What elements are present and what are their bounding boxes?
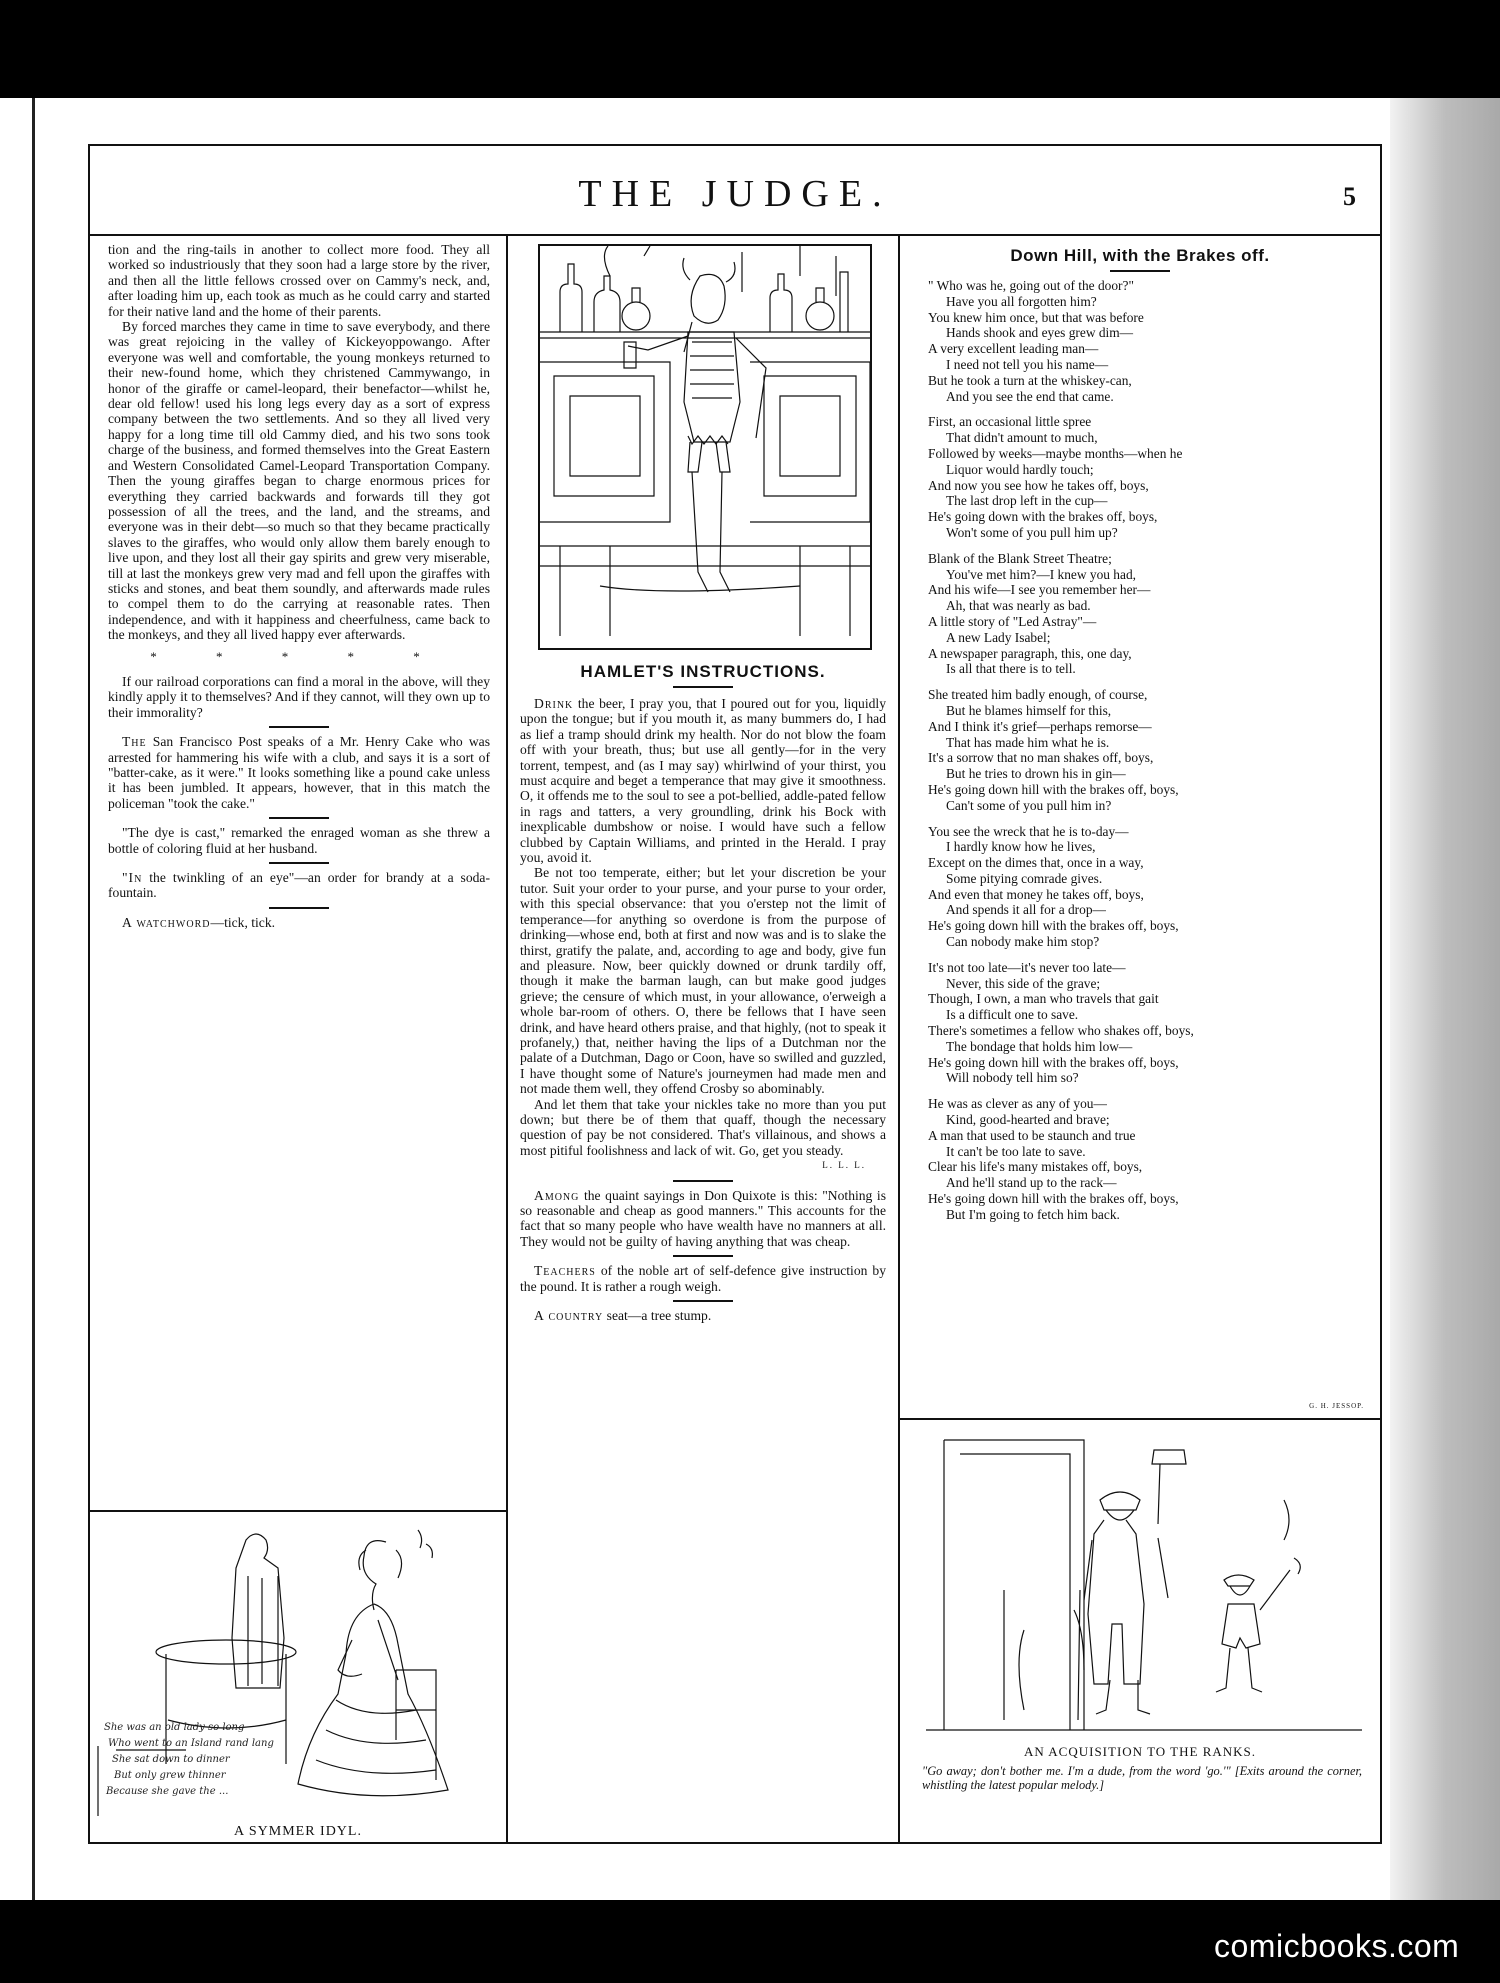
poem-line: Though, I own, a man who travels that gait	[928, 991, 1159, 1007]
watermark-brand: comicbooks.com	[1214, 1928, 1460, 1964]
poem-line: It can't be too late to save.	[946, 1143, 1086, 1159]
poem-line: But he tries to drown his in gin—	[946, 766, 1126, 782]
poem-line: Followed by weeks—maybe months—when he	[928, 445, 1183, 461]
hamlet-body-1: the beer, I pray you, that I poured out for you, liquidly upon the tongue; but if you mouth it, as many bummers do, I had as lief a tramp should drink my health. Nor do not blow the foam off with your breath, thus; but use all gently—for in the very torrent, tempest, and (as I may say) whirlwind of your thirst, you must acquire and beget a temperance that may give it smoothness. O, it offends me to the soul to see a pot-bellied, addle-pated fellow in rags and tatters, a very groundling, drink his Bock with inexplicable dumbshow or noise. I would have such a fellow clubbed by Captain Williams, and printed in the Herald. I pray you, avoid it.	[520, 696, 886, 866]
quixote-paragraph	[520, 1188, 886, 1250]
page-number: 5	[1343, 182, 1356, 211]
teachers-paragraph	[520, 1263, 886, 1294]
cake-body: San Francisco Post speaks of a Mr. Henry Cake who was arrested for hammering his wife with a club, and says it is a sort of "batter-cake, as it were." It looks something like a pound cake unless it has been jumbled. It appears, however, that in this match the policeman "took the cake."	[108, 734, 490, 811]
idyl-script-line: Because she gave the ...	[106, 1786, 229, 1797]
watchword-lead: A watchword	[122, 914, 211, 930]
hamlet-paragraph: Be not too temperate, either; but let your discretion be your tutor. Suit your order to your purse, and your purse to your order, with this special observance: that you o'erstep not the limit of temperance—for anything so overdone is from the purpose of drinking—whose end, both at first and now was and is to slake the thirst, gratify the palate, and, according to age and body, give fun and pleasure. Now, beer quickly downed or drunk tardily off, though it make the barman laugh, can but make good judges grieve; the censure of which must, in your allowance, o'erweigh a whole bar-room of others. O, there be fellows that I have seen drink, and have heard others praise, and that highly, (not to speak it profanely,) that, neither having the lips of a Dutchman nor the palate of a Dutchman, Dago or Coon, have so swilled and guzzled, I have thought some of Nature's journeymen had made men and not made them well, they offend Crosby so abominably.	[520, 865, 886, 1097]
poem-line: And you see the end that came.	[946, 388, 1114, 404]
moral-paragraph: If our railroad corporations can find a moral in the above, will they kindly apply it to themselves? And if they cannot, will they own up to their immorality?	[108, 673, 490, 720]
watchword-body: —tick, tick.	[210, 914, 276, 930]
poem-line: A new Lady Isabel;	[946, 629, 1051, 645]
divider	[1110, 270, 1170, 272]
dye-paragraph: "The dye is cast," remarked the enraged woman as she threw a bottle of coloring fluid at her husband.	[108, 825, 490, 856]
masthead	[90, 146, 1380, 236]
cartoon-subcaption: "Go away; don't bother me. I'm a dude, from the word 'go.'" [Exits around the corner, whistling the latest popular melody.]	[922, 1764, 1362, 1792]
divider	[90, 1510, 506, 1512]
poem-line: Have you all forgotten him?	[946, 293, 1097, 309]
poem-line: Will nobody tell him so?	[946, 1070, 1079, 1086]
poem-line: Ah, that was nearly as bad.	[946, 598, 1091, 614]
poem-stanza	[928, 414, 1378, 540]
quixote-body: the quaint sayings in Don Quixote is this: "Nothing is so reasonable and cheap as good manners." This accounts for the fact that so many people who have wealth have no manners at all. They would not be guilty of having anything that was cheap.	[520, 1187, 887, 1249]
poem-line: And even that money he takes off, boys,	[928, 886, 1144, 902]
poem-stanza	[928, 278, 1378, 404]
poem-title: Down Hill, with the Brakes off.	[1010, 246, 1270, 265]
poem-stanza	[928, 687, 1378, 813]
column-left	[90, 234, 508, 1842]
country-paragraph	[520, 1308, 886, 1323]
hamlet-signature: L. L. L.	[822, 1160, 866, 1171]
country-body: seat—a tree stump.	[606, 1308, 712, 1324]
poem-line: But he blames himself for this,	[946, 702, 1112, 718]
poem-line: A man that used to be staunch and true	[928, 1127, 1136, 1143]
hamlet-paragraph: And let them that take your nickles take no more than you put down; but there be of them that quaff, though the necessary question of pay be not considered. That's villainous, and shows a most pitiful foolishness and lack of wit. Go, get you steady.	[520, 1096, 886, 1158]
divider	[673, 1180, 733, 1182]
idyl-script-line: She sat down to dinner	[112, 1754, 230, 1765]
quixote-lead: Among	[534, 1187, 580, 1203]
poem-line: The bondage that holds him low—	[946, 1038, 1133, 1054]
poem-line: Hands shook and eyes grew dim—	[946, 325, 1134, 341]
divider	[673, 686, 733, 688]
divider	[673, 1255, 733, 1257]
poem-line: And his wife—I see you remember her—	[928, 582, 1151, 598]
country-lead: A country	[534, 1308, 604, 1324]
previous-page-edge	[0, 98, 35, 1900]
book-fore-edge	[1390, 98, 1500, 1900]
symmer-idyl-illustration	[96, 1520, 500, 1820]
divider	[269, 817, 329, 819]
divider	[269, 907, 329, 909]
poem-stanza	[928, 1096, 1378, 1222]
idyl-script-line: She was an old lady so long	[104, 1722, 245, 1733]
hamlet-paragraph	[520, 696, 886, 865]
poem-line: I hardly know how he lives,	[946, 839, 1096, 855]
poem-line: Blank of the Blank Street Theatre;	[928, 550, 1112, 566]
poem-line: He's going down hill with the brakes off, boys,	[928, 1191, 1179, 1207]
poem-line: " Who was he, going out of the door?"	[928, 278, 1134, 293]
watchword-paragraph	[108, 915, 490, 930]
poem-line: And spends it all for a drop—	[946, 902, 1106, 918]
poem-line: And he'll stand up to the rack—	[946, 1175, 1117, 1191]
column-middle	[508, 234, 900, 1842]
teachers-body: of the noble art of self-defence give instruction by the pound. It is rather a rough weigh.	[520, 1263, 886, 1294]
poem-line: First, an occasional little spree	[928, 414, 1092, 430]
poem-line: Never, this side of the grave;	[946, 975, 1101, 991]
acquisition-cartoon	[924, 1430, 1364, 1740]
cartoon-caption: AN ACQUISITION TO THE RANKS.	[1023, 1744, 1257, 1759]
poem-line: The last drop left in the cup—	[946, 493, 1108, 509]
poem-line: She treated him badly enough, of course,	[928, 687, 1148, 703]
poem-line: Except on the dimes that, once in a way,	[928, 855, 1144, 871]
hamlet-text	[520, 696, 886, 1323]
poem-line: I need not tell you his name—	[946, 356, 1109, 372]
poem-stanza	[928, 960, 1378, 1086]
column-left-text	[108, 242, 490, 930]
poem-line: Is all that there is to tell.	[946, 661, 1076, 677]
teachers-lead: Teachers	[534, 1263, 596, 1279]
section-break: * * * * *	[150, 648, 448, 664]
cartoon-drawing	[924, 1430, 1364, 1740]
poem-line: Can nobody make him stop?	[946, 934, 1100, 950]
twinkle-body: the twinkling of an eye"—an order for brandy at a soda-fountain.	[108, 870, 490, 901]
twinkle-lead: "In	[122, 870, 143, 886]
column-right	[900, 234, 1380, 1842]
poem-line: Liquor would hardly touch;	[946, 461, 1094, 477]
poem-line: That didn't amount to much,	[946, 430, 1098, 446]
poem-line: And I think it's grief—perhaps remorse—	[928, 718, 1152, 734]
poem-line: Clear his life's many mistakes off, boys,	[928, 1159, 1143, 1175]
poem-line: There's sometimes a fellow who shakes off, boys,	[928, 1023, 1194, 1039]
divider	[900, 1418, 1380, 1420]
poem-line: But he took a turn at the whiskey-can,	[928, 372, 1132, 388]
story-paragraph: tion and the ring-tails in another to collect more food. They all worked so industriously that they soon had a large store by the river, and then all the little fellows crossed over on Cammy's neck, and, after loading him up, each took as much as he could carry and started for their native land and the home of their parents.	[108, 242, 490, 319]
poem-line: He's going down hill with the brakes off, boys,	[928, 781, 1179, 797]
poem-line: You've met him?—I knew you had,	[946, 566, 1136, 582]
poem-line: Kind, good-hearted and brave;	[946, 1112, 1110, 1128]
masthead-title: THE JUDGE.	[578, 173, 892, 215]
newspaper-page	[88, 144, 1382, 1844]
hamlet-heading: HAMLET'S INSTRUCTIONS.	[580, 662, 826, 681]
hamlet-illustration	[538, 244, 872, 650]
poem-line: He's going down hill with the brakes off, boys,	[928, 1054, 1179, 1070]
poem-line: But I'm going to fetch him back.	[946, 1206, 1120, 1222]
poem-stanza	[928, 551, 1378, 677]
poem-line: And now you see how he takes off, boys,	[928, 477, 1149, 493]
poem-line: He's going down hill with the brakes off, boys,	[928, 918, 1179, 934]
poem-line: Is a difficult one to save.	[946, 1007, 1079, 1023]
illustration-drawing	[96, 1520, 500, 1820]
poem-line: Won't some of you pull him up?	[946, 524, 1118, 540]
divider	[673, 1300, 733, 1302]
idyl-script-line: Who went to an Island rand lang	[108, 1738, 274, 1749]
symmer-idyl-caption: A SYMMER IDYL.	[234, 1824, 362, 1839]
poem-line: A newspaper paragraph, this, one day,	[928, 645, 1132, 661]
poem-line: It's not too late—it's never too late—	[928, 959, 1126, 975]
divider	[269, 862, 329, 864]
poem-line: You knew him once, but that was before	[928, 309, 1144, 325]
poem-line: A very excellent leading man—	[928, 341, 1099, 357]
cake-paragraph	[108, 734, 490, 811]
poem-line: It's a sorrow that no man shakes off, boys,	[928, 750, 1154, 766]
poem-signature: G. H. JESSOP.	[1309, 1402, 1364, 1410]
poem-line: Some pitying comrade gives.	[946, 870, 1103, 886]
twinkle-paragraph	[108, 870, 490, 901]
hamlet-drawing	[540, 246, 870, 648]
poem-line: A little story of "Led Astray"—	[928, 613, 1097, 629]
story-paragraph: By forced marches they came in time to save everybody, and there was great rejoicing in the valley of Kickeyoppowango. After everyone was well and comfortable, the young monkeys returned to their new-found home, which they christened Cammywango, in honor of the giraffe or camel-leopard, their benefactor—whilst he, dear old fellow! used his long legs every day as a sort of express company between the two settlements. And so they all lived very happy for a long time till old Cammy died, and his two sons took charge of the business, and formed themselves into the Great Eastern and Western Consolidated Camel-Leopard Transportation Company. Then the young giraffes began to charge enormous prices for everything they carried backwards and forwards till they got possession of all the trees, and the land, and the streams, and everyone was in their debt—so much so that they became practically slaves to the giraffes, who would only allow them barely enough to live upon, and they lost all their gay spirits and grew very miserable, till at last the monkeys grew very mad and fell upon the giraffes with sticks and stones, and beat them soundly, and afterwards made rules to compel them to do the carrying at reasonable rates. Then independence, and with it happiness and cheerfulness, came back to the monkeys, and they all lived happy ever afterwards.	[108, 319, 490, 643]
poem-body	[914, 278, 1378, 1233]
poem-line: That has made him what he is.	[946, 734, 1110, 750]
hamlet-lead: Drink	[534, 696, 574, 711]
idyl-script-line: But only grew thinner	[114, 1770, 226, 1781]
poem-line: Can't some of you pull him in?	[946, 797, 1112, 813]
poem-line: You see the wreck that he is to-day—	[928, 823, 1129, 839]
cake-lead: The	[122, 734, 147, 750]
poem-line: He was as clever as any of you—	[928, 1096, 1107, 1112]
poem-stanza	[928, 824, 1378, 950]
divider	[269, 726, 329, 728]
poem-line: He's going down with the brakes off, boys,	[928, 509, 1158, 525]
